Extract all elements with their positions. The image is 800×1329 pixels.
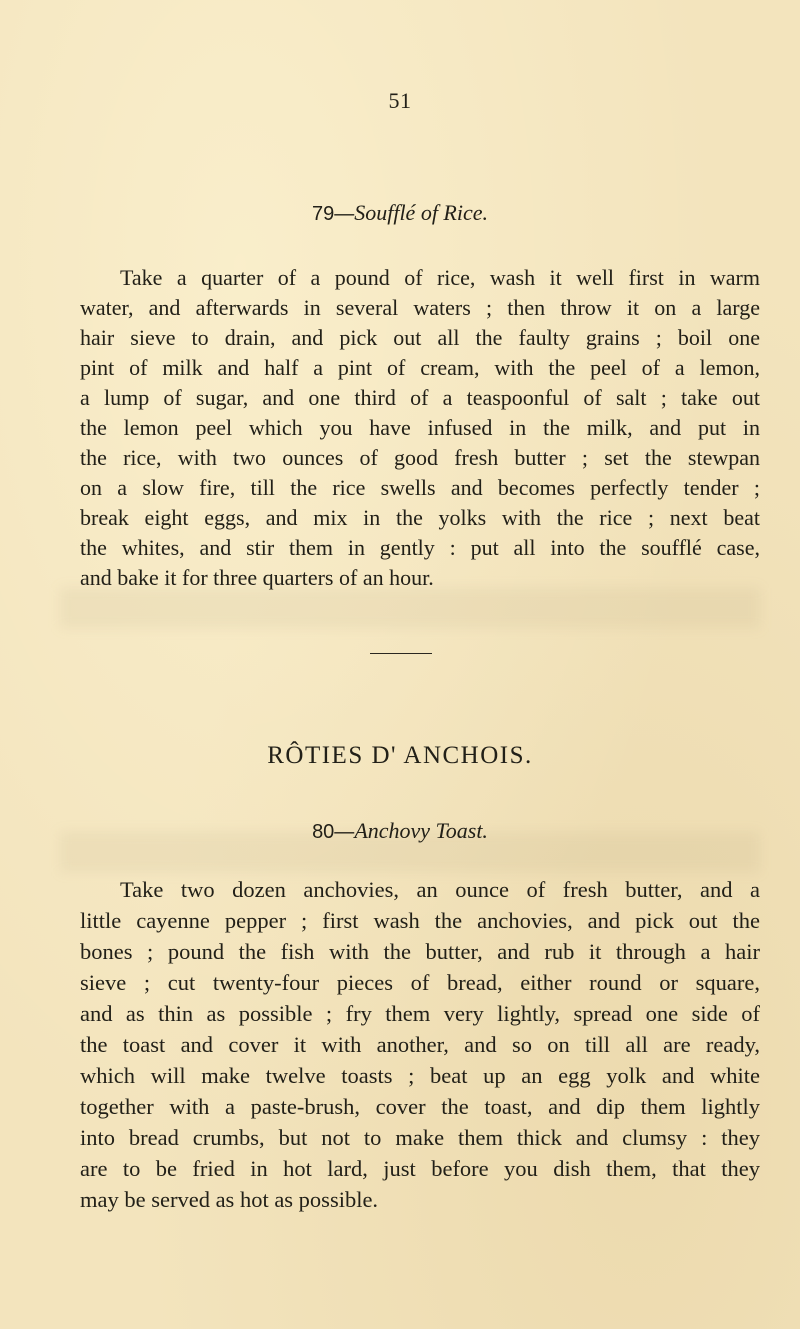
text-line: a lump of sugar, and one third of a teaspoonful of salt ; take out bbox=[80, 385, 760, 410]
text-line: bones ; pound the fish with the butter, and rub it through a hair bbox=[80, 939, 760, 964]
text-line: the lemon peel which you have infused in the milk, and put in bbox=[80, 415, 760, 440]
recipe-79-number: 79— bbox=[311, 203, 355, 225]
section-title: RÔTIES D' ANCHOIS. bbox=[267, 742, 533, 769]
text-line: sieve ; cut twenty-four pieces of bread, either round or square, bbox=[80, 970, 760, 995]
text-line: the whites, and stir them in gently : put all into the soufflé case, bbox=[80, 535, 760, 560]
text-line: pint of milk and half a pint of cream, with the peel of a lemon, bbox=[80, 355, 760, 380]
text-line: Take a quarter of a pound of rice, wash it well first in warm bbox=[120, 265, 760, 290]
text-line: break eight eggs, and mix in the yolks with the rice ; next beat bbox=[80, 505, 760, 530]
recipe-80-heading bbox=[0, 818, 800, 844]
text-line: and as thin as possible ; fry them very lightly, spread one side of bbox=[80, 1001, 760, 1026]
text-line: on a slow fire, till the rice swells and becomes perfectly tender ; bbox=[80, 475, 760, 500]
text-line: which will make twelve toasts ; beat up an egg yolk and white bbox=[80, 1063, 760, 1088]
text-line: into bread crumbs, but not to make them thick and clumsy : they bbox=[80, 1125, 760, 1150]
show-through-shadow bbox=[60, 588, 760, 628]
text-line: are to be fried in hot lard, just before you dish them, that they bbox=[80, 1156, 760, 1181]
page-number: 51 bbox=[388, 88, 412, 113]
recipe-79-text bbox=[80, 263, 760, 593]
recipe-79-title: Soufflé of Rice. bbox=[354, 200, 489, 225]
recipe-80-text bbox=[80, 874, 760, 1215]
text-line: and bake it for three quarters of an hour. bbox=[80, 565, 434, 590]
section-divider bbox=[370, 653, 432, 654]
text-line: together with a paste-brush, cover the toast, and dip them lightly bbox=[80, 1094, 760, 1119]
recipe-79-heading bbox=[0, 200, 800, 226]
text-line: hair sieve to drain, and pick out all the faulty grains ; boil one bbox=[80, 325, 760, 350]
recipe-80-number: 80— bbox=[312, 821, 355, 843]
text-line: the toast and cover it with another, and so on till all are ready, bbox=[80, 1032, 760, 1057]
text-line: may be served as hot as possible. bbox=[80, 1187, 379, 1212]
text-line: the rice, with two ounces of good fresh butter ; set the stewpan bbox=[80, 445, 760, 470]
text-line: water, and afterwards in several waters ; then throw it on a large bbox=[80, 295, 760, 320]
recipe-80-title: Anchovy Toast. bbox=[354, 818, 488, 843]
text-line: Take two dozen anchovies, an ounce of fresh butter, and a bbox=[120, 877, 760, 902]
text-line: little cayenne pepper ; first wash the anchovies, and pick out the bbox=[80, 908, 760, 933]
